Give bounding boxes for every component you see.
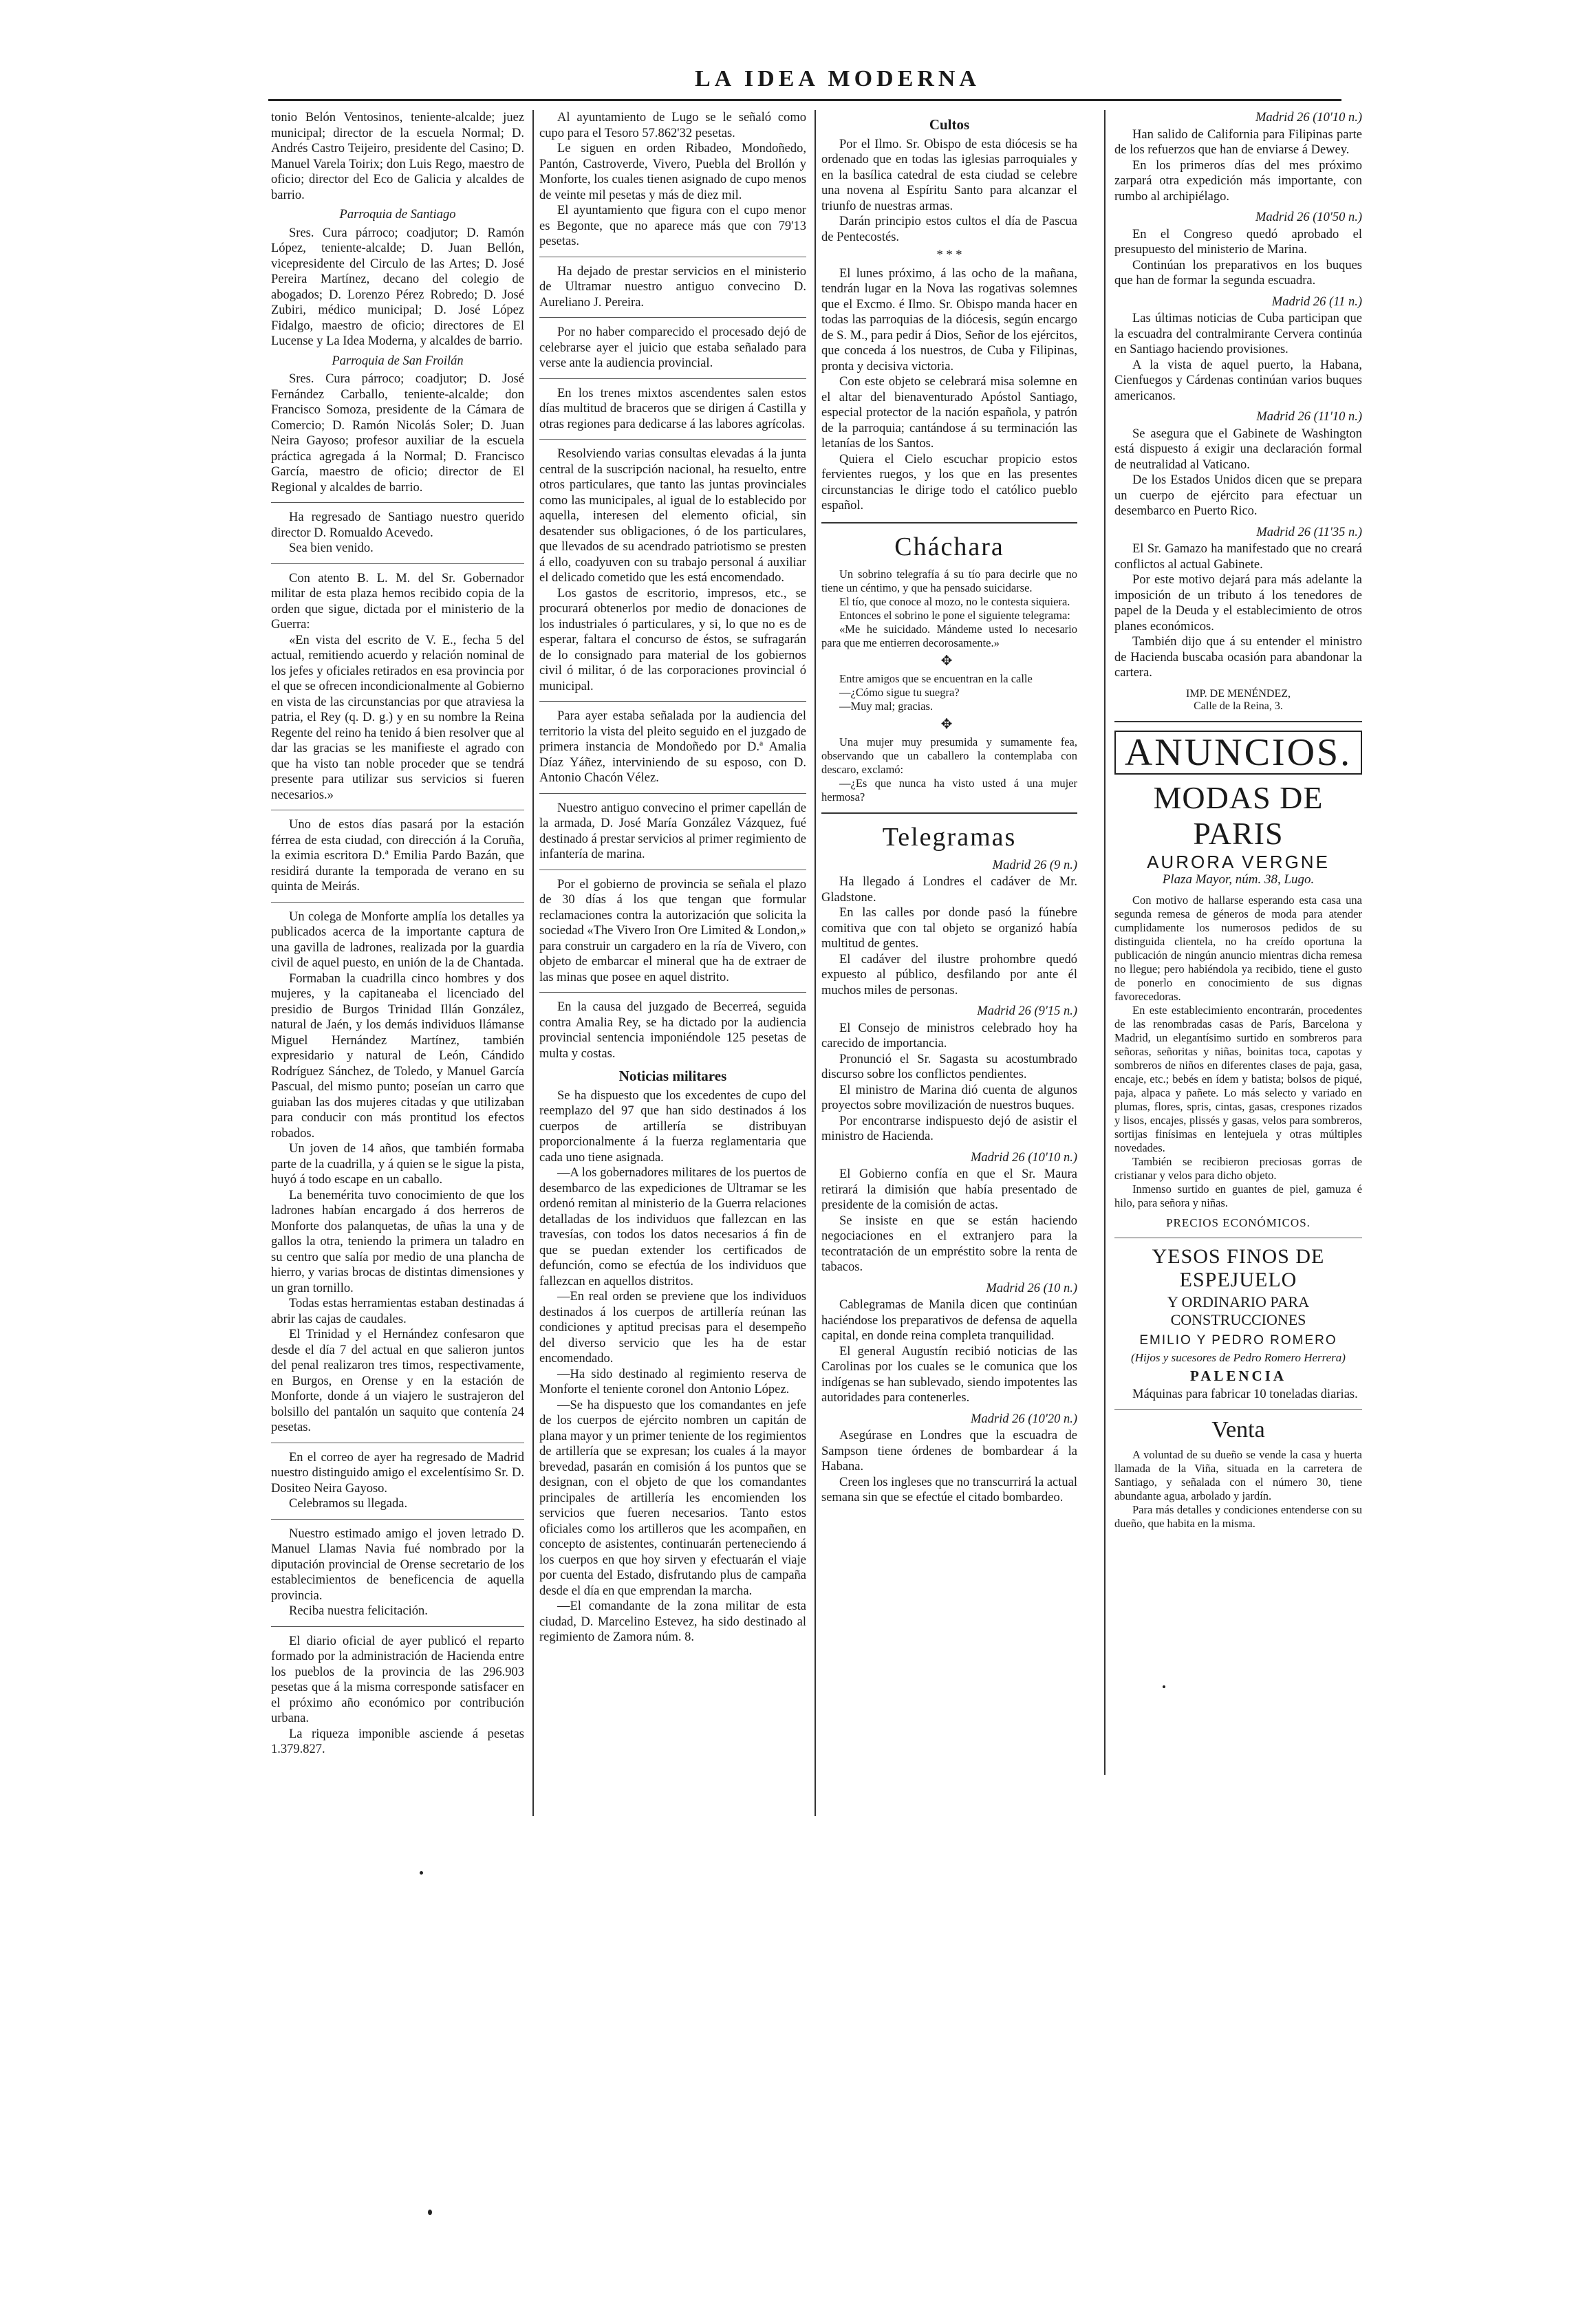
paragraph: —A los gobernadores militares de los puertos de desembarco de las expediciones de Ultramar se les ordenó remitan al ministerio de la Guerra relaciones detalladas de los individuos que fallezcan en las travesías, con todos los datos necesarios á fin de que se puedan extender los certificados de defunción, como se efectúa de los individuos que fallezcan en aquellos distritos. xyxy=(539,1166,806,1288)
dateline: Madrid 26 (9 n.) xyxy=(992,858,1077,872)
paragraph: Asegúrase en Londres que la escuadra de Sampson tiene órdenes de bombardear á la Habana. xyxy=(821,1429,1077,1474)
paragraph: En los trenes mixtos ascendentes salen estos días multitud de braceros que se dirigen á Castilla y otras regiones para dedicarse á las labores agrícolas. xyxy=(539,386,806,431)
paragraph: Entre amigos que se encuentran en la calle xyxy=(839,671,1033,685)
paragraph: —En real orden se previene que los individuos destinados á los cuerpos de artillería reúnan las condiciones y aptitud precisas para el desempeño del diverso servicio que les ha de estar encomendado. xyxy=(539,1290,806,1366)
paragraph: Celebramos su llegada. xyxy=(289,1497,408,1511)
separator xyxy=(539,317,806,318)
paragraph: Sres. Cura párroco; coadjutor; D. Ramón López, teniente-alcalde; D. Juan Bellón, vicepresidente del Circulo de las Artes; D. José Pereira Martínez, decano del colegio de abogados; D. Lorenzo Pérez Robredo; D. José Zubiri, médico municipal; D. José López Fidalgo, maestro de oficio; directores de El Lucense y La Idea Moderna, y alcaldes de barrio. xyxy=(271,226,524,348)
paragraph: En las calles por donde pasó la fúnebre comitiva que con tal objeto se organizó había multitud de gentes. xyxy=(821,906,1077,951)
paragraph: También dijo que á su entender el ministro de Hacienda buscaba ocasión para abandonar la cartera. xyxy=(1114,635,1362,680)
dateline: Madrid 26 (10 n.) xyxy=(986,1281,1077,1295)
dateline: Madrid 26 (10'10 n.) xyxy=(970,1150,1077,1165)
separator xyxy=(539,439,806,440)
paragraph: Con motivo de hallarse esperando esta casa una segunda remesa de géneros de moda para atender cumplidamente los numerosos pedidos de su distinguida clientela, no ha creído oportuna la publicación de ningún anuncio mientras dicha remesa no llegue; pero habiéndola ya recibido, tiene el gusto de ponerlo en conocimiento de sus dignas favorecedoras. xyxy=(1114,893,1362,1003)
paragraph: La benemérita tuvo conocimiento de que los ladrones habían encargado á dos herreros de Monforte dos palanquetas, de uñas la una y de gallos la otra, teniendo la primera un taladro en su centro que salía por medio de una plancha de hierro, y varias brocas de distintas dimensiones y un gran tornillo. xyxy=(271,1188,524,1295)
paragraph: Le siguen en orden Ribadeo, Mondoñedo, Pantón, Castroverde, Vivero, Puebla del Brollón y Monforte, los cuales tienen asignado de cupo menos de veinte mil pesetas y más de diez mil. xyxy=(539,142,806,202)
paragraph: Continúan los preparativos en los buques que han de formar la segunda escuadra. xyxy=(1114,258,1362,288)
paragraph: De los Estados Unidos dicen que se prepara un cuerpo de ejército para efectuar un desembarco en Puerto Rico. xyxy=(1114,473,1362,518)
paragraph: Sres. Cura párroco; coadjutor; D. José Fernández Carballo, teniente-alcalde; don Francisco Somoza, presidente de la Cámara de Comercio; D. Ramón Nicolás Soler; D. Juan Neira Gayoso; profesor auxiliar de la escuela práctica agregada á la Normal; D. Francisco García, maestro de oficio; director de El Regional y alcaldes de barrio. xyxy=(271,372,524,495)
paragraph: Los gastos de escritorio, impresos, etc., se procurará obtenerlos por medio de donaciones de los industriales ó particulares, y si, lo que no es de esperar, faltara el concurso de éstos, se sufragarán de lo consignado para material de los gobiernos civil ó militar, ó de las corporaciones provincial ó municipal. xyxy=(539,586,806,693)
paragraph: El diario oficial de ayer publicó el reparto formado por la administración de Hacienda entre los pueblos de la provincia de las 296.903 pesetas que á la misma corresponde satisfacer en el próximo año económico por contribución urbana. xyxy=(271,1634,524,1725)
ad-company: EMILIO Y PEDRO ROMERO xyxy=(1139,1333,1337,1348)
column-3 xyxy=(821,110,1077,1506)
paragraph: El Consejo de ministros celebrado hoy ha carecido de importancia. xyxy=(821,1021,1077,1050)
dateline: Madrid 26 (10'20 n.) xyxy=(970,1412,1077,1426)
paragraph: Máquinas para fabricar 10 toneladas diarias. xyxy=(1132,1387,1358,1401)
print-speck xyxy=(1163,1685,1165,1688)
masthead-rule xyxy=(268,99,1341,101)
paragraph: El ministro de Marina dió cuenta de algunos proyectos sobre movilización de nuestros buques. xyxy=(821,1083,1077,1112)
separator xyxy=(821,522,1077,524)
paragraph: El tío, que conoce al mozo, no le contesta siquiera. xyxy=(839,594,1070,608)
paragraph: tonio Belón Ventosinos, teniente-alcalde; juez municipal; director de la escuela Normal; D. Andrés Castro Teijeiro, presidente del Casino; D. Manuel Varela Toirix; don Luis Rego, maestro de oficio; director del Eco de Galicia y alcaldes de barrio. xyxy=(271,111,524,202)
paragraph: Pronunció el Sr. Sagasta su acostumbrado discurso sobre los conflictos pendientes. xyxy=(821,1052,1077,1081)
paragraph: El Sr. Gamazo ha manifestado que no creará conflictos al actual Gabinete. xyxy=(1114,542,1362,572)
paragraph: Reciba nuestra felicitación. xyxy=(289,1604,428,1618)
paragraph: —¿Es que nunca ha visto usted á una mujer hermosa? xyxy=(821,776,1077,803)
ad-title: MODAS DE PARIS xyxy=(1153,779,1324,851)
separator xyxy=(539,793,806,794)
section-heading: Telegramas xyxy=(882,822,1017,852)
paragraph: Al ayuntamiento de Lugo se le señaló como cupo para el Tesoro 57.862'32 pesetas. xyxy=(539,111,806,140)
separator xyxy=(271,502,524,503)
paragraph: Una mujer muy presumida y sumamente fea, observando que un caballero la contemplaba con descaro, exclamó: xyxy=(821,735,1077,776)
ad-title: YESOS FINOS DE ESPEJUELO xyxy=(1152,1245,1325,1291)
printer-address: Calle de la Reina, 3. xyxy=(1194,700,1283,712)
paragraph: Entonces el sobrino le pone el siguiente telegrama: xyxy=(839,608,1070,622)
paragraph: El Gobierno confía en que el Sr. Maura retirará la dimisión que había presentado de presidente de la comisión de actas. xyxy=(821,1167,1077,1212)
ornament-icon: ✥ xyxy=(940,653,958,669)
paragraph: Creen los ingleses que no transcurrirá la actual semana sin que se efectúe el citado bombardeo. xyxy=(821,1475,1077,1504)
ad-subtitle: AURORA VERGNE xyxy=(1147,851,1330,872)
paragraph: —¿Cómo sigue tu suegra? xyxy=(839,685,960,699)
column-4 xyxy=(1114,110,1362,1531)
paragraph: Inmenso surtido en guantes de piel, gamuza é hilo, para señora y niñas. xyxy=(1114,1182,1362,1209)
subheading: Parroquia de Santiago xyxy=(339,208,456,222)
paragraph: —Se ha dispuesto que los comandantes en jefe de los cuerpos de ejército nombren un capitán de plana mayor y un primer teniente de los regimientos de artillería que se expresan; los cuales á la mayor brevedad, pasarán en comisión á los puntos que se designan, con el objeto de que los comandantes principales de artillería les encomienden los servicios que fueren necesarios. Tanto estos oficiales como los artilleros que les acompañen, en concepto de asistentes, continuarán perteneciendo á los cuerpos en que hoy sirven y efectuarán el viaje por cuenta del Estado, disfrutando plus de campaña desde el día en que emprendan la marcha. xyxy=(539,1398,806,1598)
paragraph: «Me he suicidado. Mándeme usted lo necesario para que me entierren decorosamente.» xyxy=(821,622,1077,649)
paragraph: Un joven de 14 años, que también formaba parte de la cuadrilla, y á quien se le sigue la pista, huyó á todo escape en un caballo. xyxy=(271,1142,524,1187)
dateline: Madrid 26 (11'10 n.) xyxy=(1256,410,1362,424)
paragraph: Se insiste en que se están haciendo negociaciones en el extranjero para la tecontratación de un empréstito sobre la renta de tabacos. xyxy=(821,1213,1077,1274)
separator xyxy=(1114,1409,1362,1410)
paragraph: Con atento B. L. M. del Sr. Gobernador militar de esta plaza hemos recibido copia de la orden que sigue, dictada por el ministerio de la Guerra: xyxy=(271,571,524,632)
subheading: Parroquia de San Froilán xyxy=(332,354,464,368)
paragraph: El ayuntamiento que figura con el cupo menor es Begonte, que no aparece más que con 79'13 pesetas. xyxy=(539,204,806,248)
paragraph: Darán principio estos cultos el día de Pascua de Pentecostés. xyxy=(821,215,1077,244)
paragraph: Por encontrarse indispuesto dejó de asistir el ministro de Hacienda. xyxy=(821,1114,1077,1143)
paragraph: El cadáver del ilustre prohombre quedó expuesto al público, desfilando por ante él muchos miles de personas. xyxy=(821,952,1077,997)
ad-address: Plaza Mayor, núm. 38, Lugo. xyxy=(1162,872,1315,887)
dateline: Madrid 26 (11 n.) xyxy=(1271,294,1362,309)
dateline: Madrid 26 (10'50 n.) xyxy=(1255,211,1362,224)
paragraph: El Trinidad y el Hernández confesaron que desde el día 7 del actual en que salieron juntos del penal realizaron tres timos, respectivamente, en Burgos, en Orense y en la estación de Monforte, donde á un viajero le sustrajeron del bolsillo del pantalón un saquito que contenía 24 pesetas. xyxy=(271,1328,524,1434)
ornament-icon: ✥ xyxy=(940,716,958,732)
paragraph: Se asegura que el Gabinete de Washington está dispuesto á exigir una declaración formal de neutralidad al Vaticano. xyxy=(1114,427,1362,472)
paragraph: Ha regresado de Santiago nuestro querido director D. Romualdo Acevedo. xyxy=(271,510,524,540)
paragraph: —El comandante de la zona militar de esta ciudad, D. Marcelino Estevez, ha sido destinado al regimiento de Zamora núm. 8. xyxy=(539,1599,806,1644)
printer-imprint: IMP. DE MENÉNDEZ, xyxy=(1186,687,1291,700)
paragraph: Uno de estos días pasará por la estación férrea de esta ciudad, con dirección á la Coruña, la eximia escritora D.ª Emilia Pardo Bazán, que residirá durante la temporada de verano en su quinta de Meirás. xyxy=(271,818,524,894)
paragraph: También se recibieron preciosas gorras de cristianar y velos para dicho objeto. xyxy=(1114,1154,1362,1182)
paragraph: Un colega de Monforte amplía los detalles ya publicados acerca de la importante captura de una gavilla de ladrones, realizada por la guardia civil de aquel puesto, en unión de la de Chantada. xyxy=(271,909,524,970)
ad-company-note: (Hijos y sucesores de Pedro Romero Herrera) xyxy=(1131,1350,1346,1364)
newspaper-title: LA IDEA MODERNA xyxy=(695,66,980,91)
column-rule xyxy=(815,110,816,1816)
paragraph: Un sobrino telegrafía á su tío para decirle que no tiene un céntimo, y que ha pensado suicidarse. xyxy=(821,567,1077,594)
ad-title: Venta xyxy=(1211,1417,1265,1443)
dateline: Madrid 26 (10'10 n.) xyxy=(1255,111,1362,125)
separator xyxy=(271,1519,524,1520)
paragraph: En la causa del juzgado de Becerreá, seguida contra Amalia Rey, se ha dictado por la audiencia provincial sentencia imponiéndole 125 pesetas de multa y costas. xyxy=(539,1000,806,1061)
paragraph: Con este objeto se celebrará misa solemne en el altar del bienaventurado Apóstol Santiago, especial protector de la nación española, y patrón de la parroquia; cantándose á su terminación las letanías de los Santos. xyxy=(821,375,1077,451)
paragraph: Todas estas herramientas estaban destinadas á abrir las cajas de caudales. xyxy=(271,1297,524,1326)
separator xyxy=(539,701,806,702)
ad-prices: PRECIOS ECONÓMICOS. xyxy=(1166,1216,1311,1229)
paragraph: Por este motivo dejará para más adelante la imposición de un tributo á los tenedores de papel de la Deuda y el establecimiento de otros planes económicos. xyxy=(1114,573,1362,634)
paragraph: Por el Ilmo. Sr. Obispo de esta diócesis se ha ordenado que en todas las iglesias parroquiales y en la basílica catedral de esta ciudad se celebre una novena al Espíritu Santo para alcanzar el triunfo de nuestras armas. xyxy=(821,137,1077,213)
paragraph: Quiera el Cielo escuchar propicio estos fervientes ruegos, y los que en las presentes circunstancias le dirige todo el católico pueblo español. xyxy=(821,452,1077,512)
column-1 xyxy=(271,110,524,1758)
section-heading: Cultos xyxy=(929,116,970,133)
dateline: Madrid 26 (11'35 n.) xyxy=(1256,525,1362,539)
paragraph: Sea bien venido. xyxy=(289,541,374,555)
paragraph: El general Augustín recibió noticias de las Carolinas por los cuales se le comunica que los indígenas se han sublevado, siendo impotentes las autoridades para contenerles. xyxy=(821,1344,1077,1405)
paragraph: —Ha sido destinado al regimiento reserva de Monforte el teniente coronel don Antonio López. xyxy=(539,1367,806,1396)
ornament: * * * xyxy=(936,248,962,262)
paragraph: En el correo de ayer ha regresado de Madrid nuestro distinguido amigo el excelentísimo Sr. D. Dositeo Neira Gayoso. xyxy=(271,1450,524,1496)
paragraph: Nuestro antiguo convecino el primer capellán de la armada, D. José María González Vázquez, fué destinado á prestar servicios al primer regimiento de infantería de marina. xyxy=(539,801,806,861)
paragraph: En el Congreso quedó aprobado el presupuesto del ministerio de Marina. xyxy=(1114,227,1362,257)
paragraph: A voluntad de su dueño se vende la casa y huerta llamada de la Viña, situada en la carretera de Santiago, y señalada con el número 30, tiene abundante agua, arbolado y jardín. xyxy=(1114,1448,1362,1502)
paragraph: En este establecimiento encontrarán, procedentes de las renombradas casas de París, Barcelona y Madrid, un elegantísimo surtido en sombreros para señoras, señoritas y niñas, boinitas toca, capotas y sombreros de niños en diferentes clases de paja, gasa, encaje, etc.; bebés en ídem y batista; bolsos de piqué, paja, alpaca y pañete. Lo más selecto y variado en plumas, flores, spris, cintas, gasas, crespones rizados y lisos, encajes, plissés y gasas, velos para sombreros, sortijas finísimas en lentejuela y otras múltiples novedades. xyxy=(1114,1003,1362,1154)
paragraph: Nuestro estimado amigo el joven letrado D. Manuel Llamas Navia fué nombrado por la diputación provincial de Orense secretario de los establecimientos de beneficencia de aquella provincia. xyxy=(271,1526,524,1603)
paragraph: A la vista de aquel puerto, la Habana, Cienfuegos y Cárdenas continúan varios buques americanos. xyxy=(1114,358,1362,403)
column-2 xyxy=(539,110,806,1645)
paragraph: Cablegramas de Manila dicen que continúan haciéndose los preparativos de defensa de aquella capital, en donde reina completa tranquilidad. xyxy=(821,1298,1077,1343)
paragraph: Por no haber comparecido el procesado dejó de celebrarse ayer el juicio que estaba señalado para verse ante la audiencia provincial. xyxy=(539,325,806,370)
paragraph: Por el gobierno de provincia se señala el plazo de 30 días á los que tengan que formular reclamaciones contra la autorización que solicita la sociedad «The Vivero Iron Ore Limited & London,» para construir un cargadero en la ría de Vivero, con objeto de embarcar el mineral que ha de extraer de las minas que posee en aquel distrito. xyxy=(539,877,806,984)
paragraph: Ha llegado á Londres el cadáver de Mr. Gladstone. xyxy=(821,875,1077,905)
separator xyxy=(821,812,1077,814)
paragraph: La riqueza imponible asciende á pesetas 1.379.827. xyxy=(271,1727,524,1756)
separator xyxy=(271,902,524,903)
paragraph: Para más detalles y condiciones entenderse con su dueño, que habita en la misma. xyxy=(1114,1503,1362,1530)
separator xyxy=(539,378,806,379)
paragraph: Resolviendo varias consultas elevadas á la junta central de la suscripción nacional, ha resuelto, entre otros particulares, que tanto las juntas provinciales como las municipales, al igual de lo establecido por aquella, interesen del elemento oficial, sin desatender sus obligaciones, ó de los particulares, que llevados de su acendrado patriotismo se presten á ello, coadyuven con su trabajo personal á auxiliar el delicado cometido que les está encomendado. xyxy=(539,447,806,585)
ads-heading: ANUNCIOS. xyxy=(1114,731,1362,775)
paragraph: Han salido de California para Filipinas parte de los refuerzos que han de enviarse á Dewey. xyxy=(1114,127,1362,157)
paragraph: Se ha dispuesto que los excedentes de cupo del reemplazo del 97 que han sido destinados á los cuerpos de artillería se distribuyan proporcionalmente á la fuerza reglamentaria que cada uno tiene asignada. xyxy=(539,1088,806,1165)
paragraph: «En vista del escrito de V. E., fecha 5 del actual, remitiendo acuerdo y relación nominal de los jefes y oficiales retirados en esa provincia por el que se ofrecen incondicionalmente al Gobierno en vista de las circunstancias por que atraviesa la patria, el Rey (q. D. g.) y en su nombre la Reina Regente del reino ha tenido á bien resolver que al dar las gracias se les manifieste el agrado con que ha visto tan noble proceder que se tendrá presente para utilizar sus servicios si fueren necesarios.» xyxy=(271,633,524,802)
column-rule xyxy=(1104,110,1106,1775)
paragraph: El lunes próximo, á las ocho de la mañana, tendrán lugar en la Nova las rogativas solemnes que el Excmo. é Ilmo. Sr. Obispo manda hacer en todas las parroquias de la diócesis, según encargo de S. M., para pedir á Dios, Señor de los ejércitos, que conceda á los nuestros, de Cuba y Filipinas, pronta y decisiva victoria. xyxy=(821,266,1077,374)
separator xyxy=(1114,721,1362,722)
column-rule xyxy=(532,110,534,1816)
paragraph: Para ayer estaba señalada por la audiencia del territorio la vista del pleito seguido en el juzgado de primera instancia de Mondoñedo por D.ª Amalia Díaz Yáñez, interviniendo de su esposo, con D. Antonio Chacón Vélez. xyxy=(539,709,806,785)
paragraph: Las últimas noticias de Cuba participan que la escuadra del contralmirante Cervera continúa en Santiago haciendo provisiones. xyxy=(1114,312,1362,356)
print-speck xyxy=(428,2210,432,2215)
paragraph: Ha dejado de prestar servicios en el ministerio de Ultramar nuestro antiguo convecino D. Aureliano J. Pereira. xyxy=(539,264,806,310)
section-heading: Noticias militares xyxy=(618,1068,727,1084)
separator xyxy=(271,1626,524,1627)
separator xyxy=(271,563,524,564)
dateline: Madrid 26 (9'15 n.) xyxy=(977,1004,1077,1018)
paragraph: En los primeros días del mes próximo zarpará otra expedición más importante, con rumbo al archipiélago. xyxy=(1114,158,1362,204)
paragraph: Formaban la cuadrilla cinco hombres y dos mujeres, y la capitaneaba el licenciado del presidio de Burgos Trinidad Illán González, natural de Jaén, y los demás individuos llámanse Miguel Hernández Martínez, también expresidario y natural de León, Cándido Rodríguez Sánchez, de Toledo, y Manuel García Pascual, del mismo punto; poseían un carro que guiaban las dos mujeres citadas y que utilizaban para conducir con más prontitud los efectos robados. xyxy=(271,971,524,1141)
masthead xyxy=(268,63,1341,105)
ad-city: PALENCIA xyxy=(1189,1368,1287,1384)
paragraph: —Muy mal; gracias. xyxy=(839,699,934,713)
separator xyxy=(539,992,806,993)
print-speck xyxy=(420,1871,423,1875)
ad-subtitle: Y ORDINARIO PARA CONSTRUCCIONES xyxy=(1167,1293,1310,1328)
section-heading: Cháchara xyxy=(894,532,1004,561)
